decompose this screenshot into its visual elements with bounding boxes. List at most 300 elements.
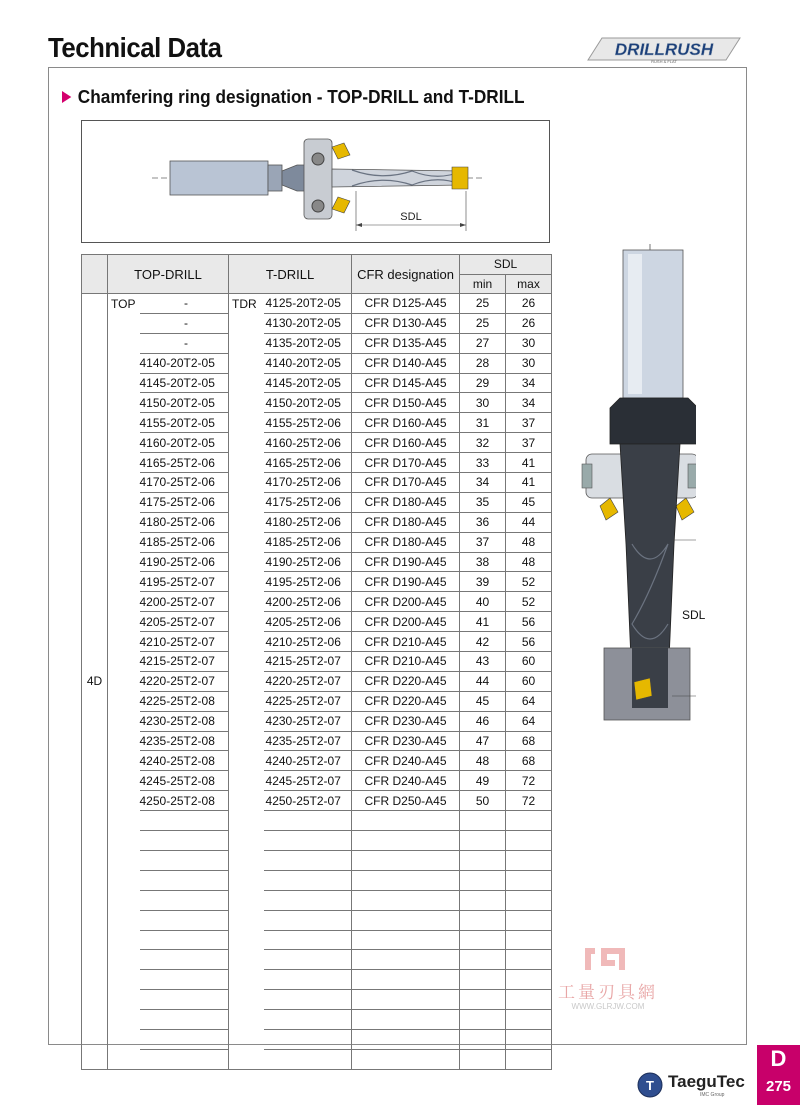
t-prefix-cell — [229, 632, 264, 652]
table-row — [82, 393, 552, 413]
t-prefix-cell — [229, 313, 264, 333]
t-prefix-cell — [229, 413, 264, 433]
top-drill-cell: 4195-25T2-07 — [140, 572, 229, 592]
cfr-cell — [352, 990, 460, 1010]
top-prefix-cell — [108, 970, 140, 990]
top-drill-cell: 4165-25T2-06 — [140, 453, 229, 473]
t-prefix-cell — [229, 850, 264, 870]
t-prefix-cell — [229, 811, 264, 831]
t-drill-cell: 4240-25T2-07 — [264, 751, 352, 771]
top-prefix-cell — [108, 731, 140, 751]
t-prefix-cell — [229, 1029, 264, 1049]
max-cell: 68 — [506, 731, 552, 751]
min-cell: 35 — [460, 492, 506, 512]
top-prefix-cell — [108, 492, 140, 512]
min-cell: 25 — [460, 313, 506, 333]
top-drill-cell — [140, 970, 229, 990]
min-cell: 44 — [460, 671, 506, 691]
t-drill-cell — [264, 990, 352, 1010]
cfr-cell: CFR D135-A45 — [352, 333, 460, 353]
t-drill-cell: 4175-25T2-06 — [264, 492, 352, 512]
cfr-cell — [352, 831, 460, 851]
top-drill-cell: 4250-25T2-08 — [140, 791, 229, 811]
top-prefix-cell — [108, 373, 140, 393]
top-prefix-cell — [108, 592, 140, 612]
table-row — [82, 552, 552, 572]
table-row — [82, 473, 552, 493]
cfr-cell: CFR D240-A45 — [352, 771, 460, 791]
min-cell — [460, 990, 506, 1010]
min-cell: 27 — [460, 333, 506, 353]
t-drill-cell: 4165-25T2-06 — [264, 453, 352, 473]
table-row — [82, 831, 552, 851]
cfr-cell: CFR D160-A45 — [352, 433, 460, 453]
table-row — [82, 632, 552, 652]
table-row — [82, 512, 552, 532]
t-prefix-cell — [229, 512, 264, 532]
table-row — [82, 910, 552, 930]
t-drill-cell: 4200-25T2-06 — [264, 592, 352, 612]
watermark-text: 工量刃具網 — [558, 983, 658, 1002]
min-cell: 39 — [460, 572, 506, 592]
t-prefix-cell — [229, 950, 264, 970]
table-row — [82, 592, 552, 612]
watermark-url: WWW.GLRJW.COM — [571, 1002, 645, 1011]
t-drill-cell — [264, 970, 352, 990]
min-cell — [460, 1049, 506, 1069]
svg-text:T: T — [646, 1078, 654, 1093]
min-cell: 40 — [460, 592, 506, 612]
min-cell: 43 — [460, 652, 506, 672]
min-cell: 48 — [460, 751, 506, 771]
min-cell: 33 — [460, 453, 506, 473]
top-prefix-cell — [108, 572, 140, 592]
top-prefix-cell — [108, 652, 140, 672]
cfr-cell: CFR D210-A45 — [352, 632, 460, 652]
top-prefix-cell — [108, 711, 140, 731]
t-drill-cell — [264, 930, 352, 950]
t-drill-cell — [264, 1010, 352, 1030]
max-cell: 52 — [506, 592, 552, 612]
max-cell: 68 — [506, 751, 552, 771]
max-cell — [506, 831, 552, 851]
top-drill-cell: 4240-25T2-08 — [140, 751, 229, 771]
max-cell: 41 — [506, 453, 552, 473]
cfr-cell: CFR D145-A45 — [352, 373, 460, 393]
t-drill-cell — [264, 1049, 352, 1069]
top-prefix-cell — [108, 413, 140, 433]
min-cell — [460, 1029, 506, 1049]
min-cell — [460, 970, 506, 990]
t-drill-cell: 4125-20T2-05 — [264, 294, 352, 314]
max-cell — [506, 1049, 552, 1069]
t-drill-cell — [264, 811, 352, 831]
max-cell: 26 — [506, 313, 552, 333]
table-row — [82, 711, 552, 731]
top-drill-cell: 4230-25T2-08 — [140, 711, 229, 731]
max-cell: 64 — [506, 691, 552, 711]
cfr-cell: CFR D140-A45 — [352, 353, 460, 373]
top-drill-cell — [140, 1029, 229, 1049]
max-cell: 45 — [506, 492, 552, 512]
cfr-cell: CFR D180-A45 — [352, 532, 460, 552]
cfr-cell: CFR D200-A45 — [352, 592, 460, 612]
t-drill-cell — [264, 870, 352, 890]
cfr-cell — [352, 930, 460, 950]
table-row — [82, 333, 552, 353]
table-row — [82, 691, 552, 711]
top-prefix-cell — [108, 532, 140, 552]
top-drill-cell: 4200-25T2-07 — [140, 592, 229, 612]
top-prefix-cell — [108, 1029, 140, 1049]
min-cell — [460, 831, 506, 851]
section-tab-letter: D — [770, 1046, 787, 1071]
min-cell: 47 — [460, 731, 506, 751]
table-row — [82, 771, 552, 791]
top-drill-cell: 4145-20T2-05 — [140, 373, 229, 393]
table-row — [82, 313, 552, 333]
top-drill-header: TOP-DRILL — [108, 255, 229, 294]
t-prefix-cell — [229, 1010, 264, 1030]
top-prefix-cell — [108, 691, 140, 711]
top-prefix-cell — [108, 811, 140, 831]
min-cell: 36 — [460, 512, 506, 532]
t-prefix-cell — [229, 870, 264, 890]
cfr-cell: CFR D190-A45 — [352, 572, 460, 592]
top-prefix-cell — [108, 870, 140, 890]
max-cell: 48 — [506, 552, 552, 572]
min-cell: 49 — [460, 771, 506, 791]
table-row — [82, 970, 552, 990]
t-prefix-cell — [229, 532, 264, 552]
top-drill-cell: - — [140, 294, 229, 314]
t-drill-cell: 4205-25T2-06 — [264, 612, 352, 632]
t-prefix-cell — [229, 691, 264, 711]
category-cell: 4D — [82, 294, 108, 1070]
t-drill-cell: 4180-25T2-06 — [264, 512, 352, 532]
cfr-cell: CFR D220-A45 — [352, 671, 460, 691]
t-prefix-cell — [229, 592, 264, 612]
min-cell: 30 — [460, 393, 506, 413]
max-cell: 37 — [506, 413, 552, 433]
max-cell — [506, 910, 552, 930]
top-drill-cell: 4175-25T2-06 — [140, 492, 229, 512]
t-prefix-cell — [229, 572, 264, 592]
table-row — [82, 930, 552, 950]
category-header — [82, 255, 108, 294]
t-drill-cell: 4235-25T2-07 — [264, 731, 352, 751]
max-cell: 37 — [506, 433, 552, 453]
min-cell: 45 — [460, 691, 506, 711]
cfr-cell — [352, 890, 460, 910]
t-drill-cell: 4150-20T2-05 — [264, 393, 352, 413]
min-cell: 38 — [460, 552, 506, 572]
min-cell: 34 — [460, 473, 506, 493]
cfr-cell — [352, 1010, 460, 1030]
top-drill-cell: 4190-25T2-06 — [140, 552, 229, 572]
table-row — [82, 294, 552, 314]
top-drill-cell — [140, 811, 229, 831]
top-drill-cell: 4170-25T2-06 — [140, 473, 229, 493]
top-drill-cell: 4150-20T2-05 — [140, 393, 229, 413]
cfr-cell: CFR D220-A45 — [352, 691, 460, 711]
t-prefix-cell — [229, 373, 264, 393]
min-cell: 29 — [460, 373, 506, 393]
table-row — [82, 453, 552, 473]
max-cell: 30 — [506, 353, 552, 373]
t-prefix-cell — [229, 990, 264, 1010]
max-cell — [506, 890, 552, 910]
min-cell: 31 — [460, 413, 506, 433]
max-cell: 48 — [506, 532, 552, 552]
min-cell: 46 — [460, 711, 506, 731]
t-drill-cell: 4250-25T2-07 — [264, 791, 352, 811]
min-cell — [460, 950, 506, 970]
t-drill-cell: 4190-25T2-06 — [264, 552, 352, 572]
cfr-cell: CFR D130-A45 — [352, 313, 460, 333]
t-prefix-cell — [229, 890, 264, 910]
max-cell: 56 — [506, 612, 552, 632]
table-row — [82, 433, 552, 453]
table-row — [82, 492, 552, 512]
t-prefix-cell — [229, 930, 264, 950]
cfr-cell: CFR D230-A45 — [352, 711, 460, 731]
max-cell: 56 — [506, 632, 552, 652]
drill-illustration-horizontal — [81, 120, 550, 243]
cfr-cell — [352, 1029, 460, 1049]
cfr-cell: CFR D240-A45 — [352, 751, 460, 771]
cfr-cell — [352, 850, 460, 870]
t-prefix-cell — [229, 791, 264, 811]
min-cell — [460, 811, 506, 831]
max-cell: 34 — [506, 373, 552, 393]
max-cell — [506, 870, 552, 890]
cfr-cell — [352, 870, 460, 890]
top-drill-cell — [140, 950, 229, 970]
page-title: Technical Data — [48, 32, 222, 63]
chamfer-ring-table — [81, 254, 552, 1070]
min-cell: 37 — [460, 532, 506, 552]
t-drill-cell — [264, 1029, 352, 1049]
top-prefix-cell — [108, 393, 140, 413]
table-row — [82, 373, 552, 393]
t-prefix-cell: TDR — [229, 294, 264, 314]
t-drill-cell: 4160-25T2-06 — [264, 433, 352, 453]
top-prefix-cell — [108, 1049, 140, 1069]
t-drill-cell — [264, 950, 352, 970]
t-prefix-cell — [229, 393, 264, 413]
page-number: 275 — [765, 1078, 792, 1095]
table-row — [82, 1010, 552, 1030]
table-row — [82, 671, 552, 691]
section-title — [62, 86, 525, 108]
min-cell — [460, 930, 506, 950]
table-row — [82, 652, 552, 672]
top-drill-cell: 4210-25T2-07 — [140, 632, 229, 652]
t-drill-cell: 4245-25T2-07 — [264, 771, 352, 791]
table-row — [82, 950, 552, 970]
top-drill-cell — [140, 831, 229, 851]
cfr-cell — [352, 910, 460, 930]
chamfer-ring-table-wrap — [81, 254, 551, 1070]
sdl-label-horizontal: SDL — [400, 211, 422, 223]
top-prefix-cell — [108, 632, 140, 652]
max-cell: 60 — [506, 652, 552, 672]
cfr-cell: CFR D200-A45 — [352, 612, 460, 632]
top-drill-cell: 4235-25T2-08 — [140, 731, 229, 751]
table-row — [82, 751, 552, 771]
top-drill-cell — [140, 890, 229, 910]
t-drill-cell: 4185-25T2-06 — [264, 532, 352, 552]
t-drill-cell: 4195-25T2-06 — [264, 572, 352, 592]
max-cell: 52 — [506, 572, 552, 592]
top-prefix-cell — [108, 333, 140, 353]
cfr-cell: CFR D180-A45 — [352, 512, 460, 532]
cfr-header: CFR designation — [352, 255, 460, 294]
cfr-cell: CFR D180-A45 — [352, 492, 460, 512]
company-sub: IMC Group — [700, 1092, 725, 1098]
max-cell: 41 — [506, 473, 552, 493]
t-prefix-cell — [229, 970, 264, 990]
top-prefix-cell — [108, 831, 140, 851]
table-row — [82, 612, 552, 632]
top-drill-cell — [140, 1049, 229, 1069]
cfr-cell: CFR D170-A45 — [352, 453, 460, 473]
top-prefix-cell — [108, 552, 140, 572]
table-row — [82, 791, 552, 811]
t-drill-cell — [264, 910, 352, 930]
section-title-text: Chamfering ring designation - TOP-DRILL and T-DRILL — [77, 86, 525, 107]
min-cell: 32 — [460, 433, 506, 453]
svg-text:DRILLRUSH: DRILLRUSH — [614, 40, 714, 59]
t-prefix-cell — [229, 652, 264, 672]
t-prefix-cell — [229, 751, 264, 771]
top-drill-cell — [140, 990, 229, 1010]
t-prefix-cell — [229, 353, 264, 373]
min-cell: 28 — [460, 353, 506, 373]
t-prefix-cell — [229, 473, 264, 493]
t-prefix-cell — [229, 612, 264, 632]
min-cell — [460, 870, 506, 890]
top-prefix-cell — [108, 612, 140, 632]
max-cell: 64 — [506, 711, 552, 731]
min-cell — [460, 890, 506, 910]
t-prefix-cell — [229, 731, 264, 751]
t-drill-cell: 4215-25T2-07 — [264, 652, 352, 672]
top-drill-cell — [140, 850, 229, 870]
t-prefix-cell — [229, 453, 264, 473]
max-cell — [506, 1029, 552, 1049]
cfr-cell: CFR D125-A45 — [352, 294, 460, 314]
top-drill-cell: 4180-25T2-06 — [140, 512, 229, 532]
top-drill-cell — [140, 910, 229, 930]
cfr-cell: CFR D170-A45 — [352, 473, 460, 493]
top-prefix-cell — [108, 930, 140, 950]
t-prefix-cell — [229, 671, 264, 691]
table-row — [82, 413, 552, 433]
top-drill-cell: - — [140, 313, 229, 333]
top-prefix-cell — [108, 751, 140, 771]
min-cell — [460, 1010, 506, 1030]
t-prefix-cell — [229, 771, 264, 791]
table-row — [82, 731, 552, 751]
max-cell — [506, 850, 552, 870]
top-prefix-cell — [108, 313, 140, 333]
max-cell: 44 — [506, 512, 552, 532]
t-prefix-cell — [229, 910, 264, 930]
top-drill-cell: 4225-25T2-08 — [140, 691, 229, 711]
t-drill-header: T-DRILL — [229, 255, 352, 294]
t-prefix-cell — [229, 831, 264, 851]
table-row — [82, 890, 552, 910]
min-cell — [460, 850, 506, 870]
max-cell: 30 — [506, 333, 552, 353]
triangle-bullet-icon — [62, 91, 71, 103]
sdl-max-header: max — [506, 274, 552, 294]
sdl-min-header: min — [460, 274, 506, 294]
top-drill-cell: 4160-20T2-05 — [140, 433, 229, 453]
table-row — [82, 990, 552, 1010]
cfr-cell: CFR D150-A45 — [352, 393, 460, 413]
top-prefix-cell — [108, 473, 140, 493]
table-row — [82, 572, 552, 592]
t-drill-cell: 4170-25T2-06 — [264, 473, 352, 493]
table-row — [82, 870, 552, 890]
top-drill-cell: 4205-25T2-07 — [140, 612, 229, 632]
t-drill-cell: 4130-20T2-05 — [264, 313, 352, 333]
top-prefix-cell — [108, 771, 140, 791]
top-prefix-cell — [108, 791, 140, 811]
top-prefix-cell: TOP — [108, 294, 140, 314]
top-prefix-cell — [108, 910, 140, 930]
cfr-cell: CFR D190-A45 — [352, 552, 460, 572]
table-row — [82, 1029, 552, 1049]
max-cell: 72 — [506, 771, 552, 791]
t-drill-cell: 4230-25T2-07 — [264, 711, 352, 731]
top-drill-cell: 4215-25T2-07 — [140, 652, 229, 672]
drill-vertical-illustration — [576, 244, 696, 724]
top-prefix-cell — [108, 433, 140, 453]
cfr-cell: CFR D160-A45 — [352, 413, 460, 433]
cfr-cell: CFR D250-A45 — [352, 791, 460, 811]
min-cell: 25 — [460, 294, 506, 314]
t-drill-cell: 4220-25T2-07 — [264, 671, 352, 691]
top-drill-cell: 4185-25T2-06 — [140, 532, 229, 552]
svg-text:RUSH & FLAT: RUSH & FLAT — [651, 59, 677, 64]
cfr-cell — [352, 970, 460, 990]
top-prefix-cell — [108, 671, 140, 691]
table-row — [82, 353, 552, 373]
top-drill-cell: 4155-20T2-05 — [140, 413, 229, 433]
cfr-cell — [352, 811, 460, 831]
min-cell: 42 — [460, 632, 506, 652]
table-row — [82, 1049, 552, 1069]
top-prefix-cell — [108, 353, 140, 373]
t-drill-cell: 4140-20T2-05 — [264, 353, 352, 373]
t-prefix-cell — [229, 1049, 264, 1069]
drillrush-logo — [580, 34, 748, 64]
top-drill-cell: 4220-25T2-07 — [140, 671, 229, 691]
t-drill-cell: 4155-25T2-06 — [264, 413, 352, 433]
min-cell — [460, 910, 506, 930]
top-drill-cell: 4245-25T2-08 — [140, 771, 229, 791]
top-drill-cell — [140, 1010, 229, 1030]
table-row — [82, 811, 552, 831]
company-name: TaeguTec — [668, 1072, 745, 1091]
top-prefix-cell — [108, 453, 140, 473]
drill-horizontal-drawing — [82, 121, 549, 242]
table-row — [82, 850, 552, 870]
